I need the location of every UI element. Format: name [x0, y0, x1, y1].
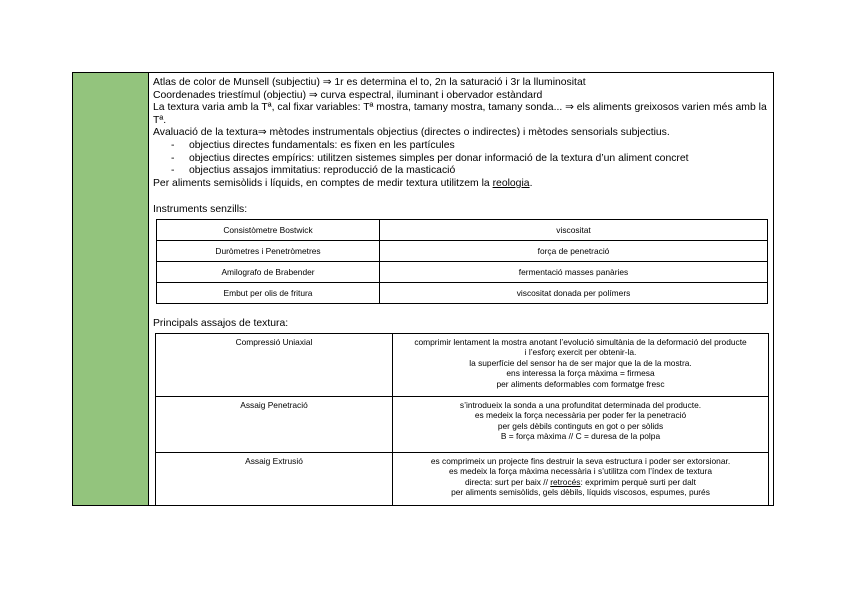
- list-item: - objectius directes fundamentals: es fixen en les partícules: [171, 139, 455, 151]
- methods-list: [153, 140, 767, 178]
- table-row: Consistòmetre Bostwick viscositat: [157, 219, 768, 240]
- page-frame: [72, 72, 774, 506]
- texture-temperature-line: La textura varia amb la Tª, cal fixar variables: Tª mostra, tamany mostra, tamany sonda... ⇒ els aliments greixosos varien més amb la Tª.: [153, 102, 767, 126]
- retroces-link[interactable]: retrocés: [550, 476, 581, 487]
- margin-color-bar: [73, 73, 149, 505]
- assay-description: s’introdueix la sonda a una profunditat determinada del producte. es medeix la força necessària per poder fer la penetració per gels dèbils continguts en got o per sòlids B = força màxima // C = duresa de la polpa: [393, 396, 769, 452]
- assay-description: comprimir lentament la mostra anotant l’evolució simultània de la deformació del producte i l’esforç exercit per obtenir-la. la superfície del sensor ha de ser major que la de la mostra. ens interessa la força màxima = firmesa per aliments deformables com formatge fresc: [393, 333, 769, 396]
- list-item: - objectius directes empírics: utilitzen sistemes simples per donar informació de la textura d’un aliment concret: [171, 152, 689, 164]
- table-row: Assaig Penetració s’introdueix la sonda a una profunditat determinada del producte. es medeix la força necessària per poder fer la penetració per gels dèbils continguts en got o per sòlids B = força màxima // C = duresa de la polpa: [156, 396, 769, 452]
- list-item: - objectius assajos immitatius: reproducció de la masticació: [171, 165, 456, 177]
- table-row: Duròmetres i Penetròmetres força de penetració: [157, 240, 768, 261]
- instruments-heading: Instruments senzills:: [153, 204, 248, 216]
- assay-description: es comprimeix un projecte fins destruir la seva estructura i poder ser extorsionar. es medeix la força màxima necessària i s’utilitza com l’índex de textura directa: surt per baix // retrocés: exprimim perquè surti per dalt per aliments semisòlids, gels dèbils, líquids viscosos, espumes, purés: [393, 452, 769, 505]
- instruments-table: [156, 219, 768, 304]
- texture-evaluation-line: Avaluació de la textura⇒ mètodes instrumentals objectius (directes o indirectes) i mètodes sensorials subjectius.: [153, 127, 670, 139]
- rheology-line: Per aliments semisòlids i líquids, en comptes de medir textura utilitzem la reologia.: [153, 177, 533, 189]
- table-row: Assaig Extrusió es comprimeix un projecte fins destruir la seva estructura i poder ser extorsionar. es medeix la força màxima necessària i s’utilitza com l’índex de textura directa: surt per baix // retrocés: exprimim perquè surti per dalt per aliments semisòlids, gels dèbils, líquids viscosos, espumes, purés: [156, 452, 769, 505]
- table-row: Compressió Uniaxial comprimir lentament la mostra anotant l’evolució simultània de la deformació del producte i l’esforç exercit per obtenir-la. la superfície del sensor ha de ser major que la de la mostra. ens interessa la força màxima = firmesa per aliments deformables com formatge fresc: [156, 333, 769, 396]
- notes-content: [153, 77, 767, 506]
- munsell-line: Atlas de color de Munsell (subjectiu) ⇒ 1r es determina el to, 2n la saturació i 3r la lluminositat: [153, 77, 586, 88]
- table-row: Embut per olis de fritura viscositat donada per polímers: [157, 282, 768, 303]
- assays-heading: Principals assajos de textura:: [153, 317, 289, 329]
- rheology-link[interactable]: reologia: [492, 177, 530, 189]
- assays-table: [155, 333, 769, 506]
- tristimulus-line: Coordenades triestímul (objectiu) ⇒ curva espectral, iluminant i obervador estàndard: [153, 89, 543, 101]
- table-row: Amilografo de Brabender fermentació masses panàries: [157, 261, 768, 282]
